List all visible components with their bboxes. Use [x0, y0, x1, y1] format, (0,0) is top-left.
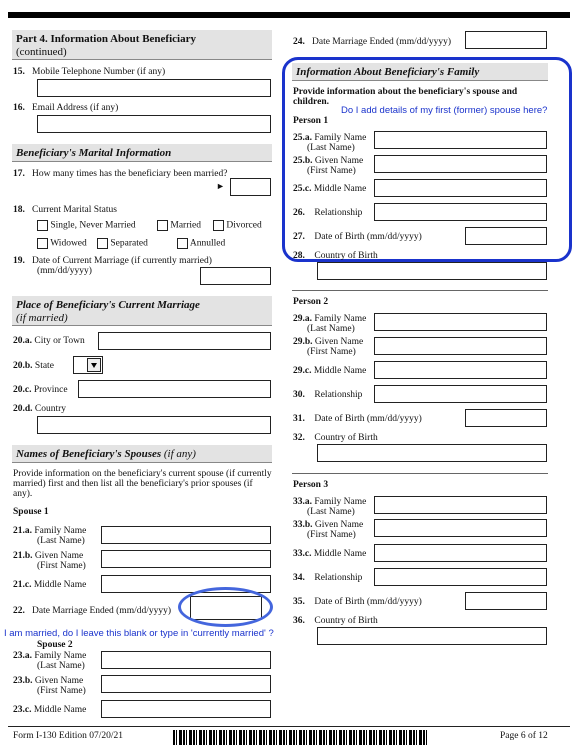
top-rule — [8, 12, 570, 18]
status-widowed-option[interactable]: Widowed — [37, 238, 87, 249]
marriage-ended-date-input[interactable] — [465, 31, 547, 49]
q29b-label: 29.b. Given Name — [293, 337, 364, 347]
person3-middle-name-input[interactable] — [374, 544, 547, 562]
single-checkbox[interactable] — [37, 220, 48, 231]
person2-middle-name-input[interactable] — [374, 361, 547, 379]
q23c-label: 23.c. Middle Name — [13, 705, 87, 715]
person3-heading: Person 3 — [293, 480, 329, 490]
widowed-checkbox[interactable] — [37, 238, 48, 249]
person1-heading: Person 1 — [293, 116, 329, 126]
person2-given-name-input[interactable] — [374, 337, 547, 355]
person1-middle-name-input[interactable] — [374, 179, 547, 197]
q29c-label: 29.c. Middle Name — [293, 366, 367, 376]
annulled-checkbox[interactable] — [177, 238, 188, 249]
q23b-label: 23.b. Given Name — [13, 676, 84, 686]
q16-label: 16. Email Address (if any) — [13, 103, 119, 113]
q33c-label: 33.c. Middle Name — [293, 549, 367, 559]
arrow-right-icon: ► — [216, 181, 225, 191]
part-title: Part 4. Information About Beneficiary — [16, 33, 196, 45]
separated-checkbox[interactable] — [97, 238, 108, 249]
part-continued: (continued) — [16, 46, 67, 58]
person1-family-name-input[interactable] — [374, 131, 547, 149]
q20c-label: 20.c. Province — [13, 385, 68, 395]
spouse-question-annotation: Do I add details of my first (former) spouse here? — [341, 105, 548, 116]
annotation-circle — [178, 587, 273, 627]
status-married-option[interactable]: Married — [157, 220, 201, 231]
q34-label: 34. Relationship — [293, 573, 363, 583]
person1-relationship-input[interactable] — [374, 203, 547, 221]
q21a-label: 21.a. Family Name — [13, 526, 87, 536]
divorced-checkbox[interactable] — [213, 220, 224, 231]
family-header: Information About Beneficiary's Family — [292, 63, 548, 81]
mobile-phone-input[interactable] — [37, 79, 271, 97]
divider — [292, 290, 548, 291]
spouses-header: Names of Beneficiary's Spouses (if any) — [12, 445, 272, 463]
spouse2-given-name-input[interactable] — [101, 675, 271, 693]
q25a-label: 25.a. Family Name — [293, 133, 367, 143]
q21c-label: 21.c. Middle Name — [13, 580, 87, 590]
chevron-down-icon[interactable] — [87, 358, 101, 372]
spouse2-heading: Spouse 2 — [37, 640, 73, 650]
q25b-label: 25.b. Given Name — [293, 156, 364, 166]
marriage-question-annotation: I am married, do I leave this blank or type in 'currently married' ? — [4, 628, 274, 639]
q21b-label: 21.b. Given Name — [13, 551, 84, 561]
barcode — [173, 730, 428, 745]
spouse1-heading: Spouse 1 — [13, 507, 49, 517]
q31-label: 31. Date of Birth (mm/dd/yyyy) — [293, 414, 422, 424]
status-single-option[interactable]: Single, Never Married — [37, 220, 136, 231]
q27-label: 27. Date of Birth (mm/dd/yyyy) — [293, 232, 422, 242]
person1-dob-input[interactable] — [465, 227, 547, 245]
q33a-label: 33.a. Family Name — [293, 497, 367, 507]
person3-given-name-input[interactable] — [374, 519, 547, 537]
spouse2-middle-name-input[interactable] — [101, 700, 271, 718]
q19-label: 19. Date of Current Marriage (if currently married) — [13, 256, 212, 266]
q36-label: 36. Country of Birth — [293, 616, 378, 626]
q20d-label: 20.d. Country — [13, 404, 67, 414]
spouse1-family-name-input[interactable] — [101, 526, 271, 544]
person2-relationship-input[interactable] — [374, 385, 547, 403]
person2-country-input[interactable] — [317, 444, 547, 462]
q24-label: 24. Date Marriage Ended (mm/dd/yyyy) — [293, 37, 452, 47]
footer-rule — [8, 726, 570, 727]
person3-family-name-input[interactable] — [374, 496, 547, 514]
part4-header — [12, 30, 272, 60]
status-annulled-option[interactable]: Annulled — [177, 238, 225, 249]
q25c-label: 25.c. Middle Name — [293, 184, 367, 194]
marital-header: Beneficiary's Marital Information — [12, 144, 272, 162]
q15-label: 15. Mobile Telephone Number (if any) — [13, 67, 166, 77]
q22-label: 22. Date Marriage Ended (mm/dd/yyyy) — [13, 606, 172, 616]
spouse1-given-name-input[interactable] — [101, 550, 271, 568]
q23a-label: 23.a. Family Name — [13, 651, 87, 661]
person3-country-input[interactable] — [317, 627, 547, 645]
person3-dob-input[interactable] — [465, 592, 547, 610]
status-divorced-option[interactable]: Divorced — [213, 220, 262, 231]
q32-label: 32. Country of Birth — [293, 433, 378, 443]
spouses-intro: Provide information on the beneficiary's current spouse (if currently married) first and then list all the beneficiary's prior spouses (if any). — [13, 469, 272, 499]
form-edition: Form I-130 Edition 07/20/21 — [13, 731, 124, 741]
q28-label: 28. Country of Birth — [293, 251, 378, 261]
family-intro: Provide information about the beneficiary's spouse and children. — [293, 87, 518, 107]
times-married-input[interactable] — [230, 178, 271, 196]
person2-dob-input[interactable] — [465, 409, 547, 427]
q26-label: 26. Relationship — [293, 208, 363, 218]
person3-relationship-input[interactable] — [374, 568, 547, 586]
q17-label: 17. How many times has the beneficiary been married? — [13, 169, 228, 179]
q33b-label: 33.b. Given Name — [293, 520, 364, 530]
page-number: Page 6 of 12 — [500, 731, 548, 741]
province-input[interactable] — [78, 380, 271, 398]
person1-country-input[interactable] — [317, 262, 547, 280]
q29a-label: 29.a. Family Name — [293, 314, 367, 324]
current-marriage-date-input[interactable] — [200, 267, 271, 285]
city-town-input[interactable] — [98, 332, 271, 350]
married-checkbox[interactable] — [157, 220, 168, 231]
person2-family-name-input[interactable] — [374, 313, 547, 331]
q30-label: 30. Relationship — [293, 390, 363, 400]
q18-label: 18. Current Marital Status — [13, 205, 117, 215]
q20a-label: 20.a. City or Town — [13, 336, 85, 346]
person2-heading: Person 2 — [293, 297, 329, 307]
place-header: Place of Beneficiary's Current Marriage (if married) — [12, 296, 272, 326]
email-input[interactable] — [37, 115, 271, 133]
q35-label: 35. Date of Birth (mm/dd/yyyy) — [293, 597, 422, 607]
q20b-label: 20.b. State — [13, 361, 54, 371]
spouse2-family-name-input[interactable] — [101, 651, 271, 669]
country-input[interactable] — [37, 416, 271, 434]
person1-given-name-input[interactable] — [374, 155, 547, 173]
status-separated-option[interactable]: Separated — [97, 238, 148, 249]
q19-format: (mm/dd/yyyy) — [37, 266, 92, 276]
divider — [292, 473, 548, 474]
